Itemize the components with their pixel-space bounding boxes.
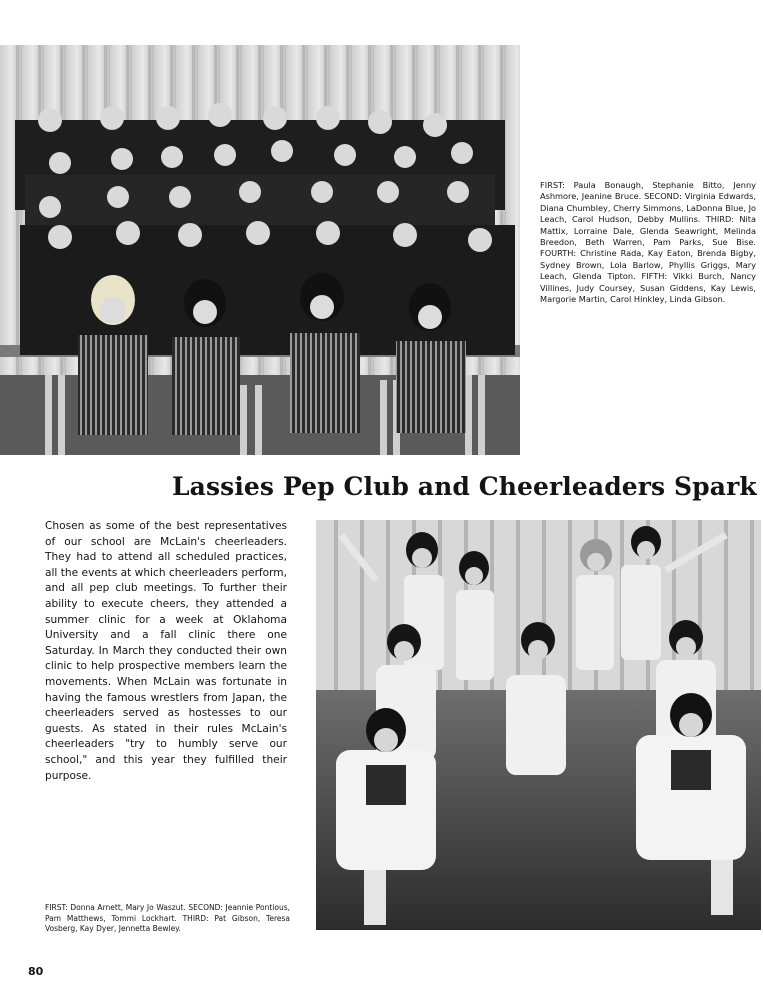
pep-club-caption: FIRST: Paula Bonaugh, Stephanie Bitto, Jenny Ashmore, Jeanine Bruce. SECOND: Virginia Edwards, Diana Chumbley, Cherry Simmons, LaDonna Blue, Jo Leach, Carol Hudson, Debby Mullins. THIRD: Nita Mattix, Lorraine Dale, Glenda Seawright, Melinda Breedon, Beth Warren, Pam Parks, Sue Bise. FOURTH: Christine Rada, Kay Eaton, Brenda Bigby, Sydney Brown, Lola Barlow, Phyllis Griggs, Mary Leach, Glenda Tipton. FIFTH: Vikki Burch, Nancy Villines, Judy Coursey, Susan Giddens, Kay Lewis, Margorie Martin, Carol Hinkley, Linda Gibson.	[540, 180, 756, 305]
pep-club-photo-drawing	[0, 45, 520, 455]
page-headline: Lassies Pep Club and Cheerleaders Spark	[172, 472, 757, 501]
cheerleaders-photo-drawing	[316, 520, 761, 930]
pep-club-group-photo	[0, 45, 520, 455]
article-body: Chosen as some of the best representatives of our school are McLain's cheerleaders. They had to attend all scheduled practices, all the events at which cheerleaders perform, and all pep club meetings. To further their ability to execute cheers, they attended a summer clinic for a week at Oklahoma University and a fall clinic there one Saturday. In March they conducted their own clinic to help prospective members learn the movements. When McLain was fortunate in having the famous wrestlers from Japan, the cheerleaders served as hostesses to our guests. As stated in their rules McLain's cheerleaders "try to humbly serve our school," and this year they fulfilled their purpose.	[45, 520, 287, 782]
cheerleaders-photo	[316, 520, 761, 930]
page-number: 80	[28, 965, 44, 978]
cheerleaders-caption: FIRST: Donna Arnett, Mary Jo Waszut. SECOND: Jeannie Pontious, Pam Matthews, Tommi Lockhart. THIRD: Pat Gibson, Teresa Vosberg, Kay Dyer, Jennetta Bewley.	[45, 903, 290, 934]
